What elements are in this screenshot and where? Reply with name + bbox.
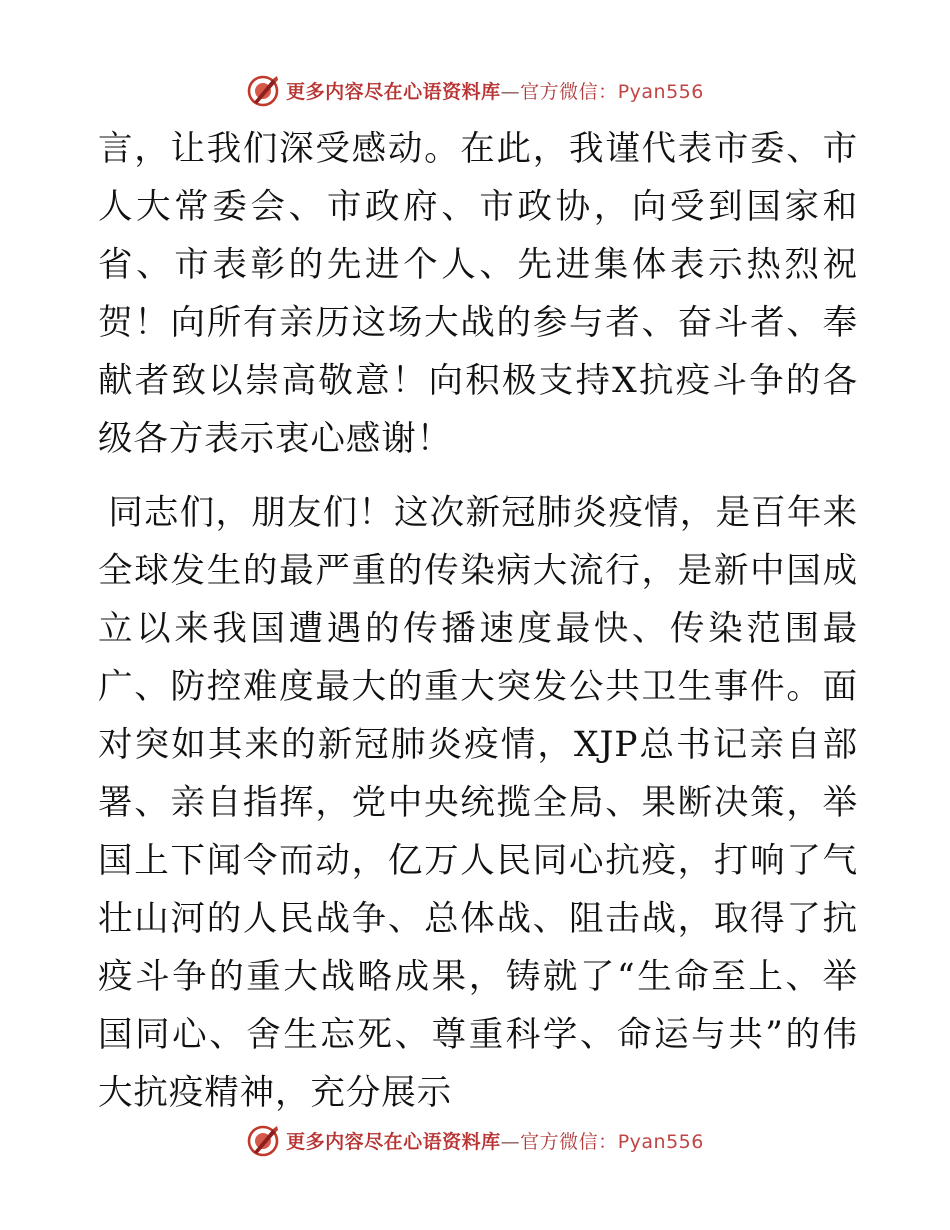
footer-banner	[0, 1120, 950, 1160]
header-brand-text: 更多内容尽在心语资料库	[286, 80, 501, 103]
header-banner-text	[286, 77, 704, 104]
pen-circle-logo-icon	[246, 73, 280, 107]
header-wechat-id: Pyan556	[617, 80, 704, 103]
document-body	[98, 120, 858, 1122]
header-wechat-label: 官方微信：	[520, 80, 618, 103]
footer-separator: —	[500, 1130, 521, 1153]
footer-brand-text: 更多内容尽在心语资料库	[286, 1130, 501, 1153]
header-banner	[0, 70, 950, 110]
footer-wechat-label: 官方微信：	[520, 1130, 618, 1153]
body-paragraph-1: 言，让我们深受感动。在此，我谨代表市委、市人大常委会、市政府、市政协，向受到国家和省、市表彰的先进个人、先进集体表示热烈祝贺！向所有亲历这场大战的参与者、奋斗者、奉献者致以崇高敬意！向积极支持X抗疫斗争的各级各方表示衷心感谢！	[98, 129, 858, 459]
body-paragraph-2: 同志们，朋友们！这次新冠肺炎疫情，是百年来全球发生的最严重的传染病大流行，是新中国成立以来我国遭遇的传播速度最快、传染范围最广、防控难度最大的重大突发公共卫生事件。面对突如其来的新冠肺炎疫情，XJP总书记亲自部署、亲自指挥，党中央统揽全局、果断决策，举国上下闻令而动，亿万人民同心抗疫，打响了气壮山河的人民战争、总体战、阻击战，取得了抗疫斗争的重大战略成果，铸就了“生命至上、举国同心、舍生忘死、尊重科学、命运与共”的伟大抗疫精神，充分展示	[98, 493, 858, 1113]
header-separator: —	[500, 80, 521, 103]
footer-banner-text	[286, 1127, 704, 1154]
footer-wechat-id: Pyan556	[617, 1130, 704, 1153]
pen-circle-logo-icon	[246, 1123, 280, 1157]
